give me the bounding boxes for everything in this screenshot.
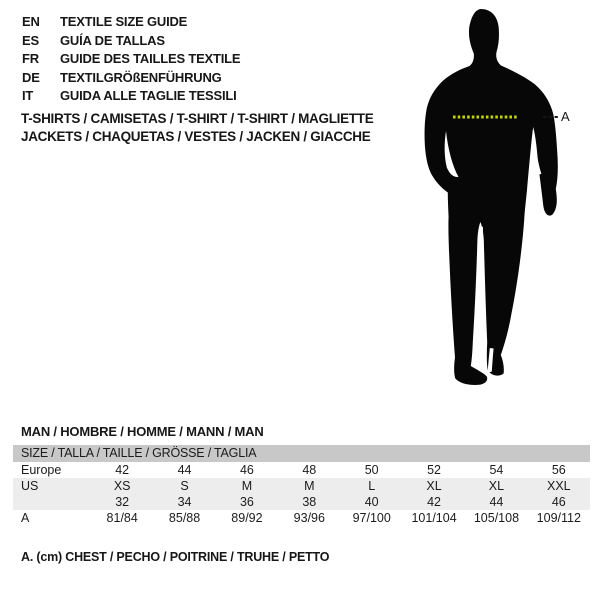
table-cell: 85/88: [168, 511, 201, 525]
table-cell: M: [241, 479, 253, 493]
measure-label-a: A: [561, 109, 570, 124]
table-cell: 93/96: [293, 511, 325, 525]
table-row-europe: [13, 462, 590, 478]
table-cell: 46: [551, 495, 566, 509]
language-legend: [22, 13, 240, 106]
man-silhouette: [420, 0, 600, 410]
table-cell: 109/112: [536, 511, 581, 525]
size-table-header: SIZE / TALLA / TAILLE / GRÖSSE / TAGLIA: [13, 445, 590, 462]
size-table: [13, 445, 590, 526]
table-cell: 56: [551, 463, 566, 477]
table-cell: M: [304, 479, 315, 493]
table-row-us-letters: [13, 478, 590, 494]
table-cell: 42: [427, 495, 442, 509]
language-code: DE: [22, 69, 40, 85]
table-cell: 38: [302, 495, 317, 509]
table-cell: 105/108: [473, 511, 520, 525]
row-label: Europe: [21, 463, 62, 477]
table-cell: 36: [239, 495, 254, 509]
table-cell: L: [368, 479, 376, 493]
category-jackets: JACKETS / CHAQUETAS / VESTES / JACKEN / GIACCHE: [21, 129, 371, 144]
measurement-figure: [420, 0, 600, 410]
language-title: TEXTILE SIZE GUIDE: [60, 14, 188, 29]
table-cell: 50: [364, 463, 379, 477]
table-cell: 52: [427, 463, 442, 477]
garment-categories: [21, 110, 373, 146]
language-title: GUIDE DES TAILLES TEXTILE: [60, 51, 241, 66]
category-tshirts: T-SHIRTS / CAMISETAS / T-SHIRT / T-SHIRT / MAGLIETTE: [21, 111, 374, 126]
man-silhouette-body: [425, 9, 558, 385]
language-row-it: [22, 87, 240, 106]
section-title-man: MAN / HOMBRE / HOMME / MANN / MAN: [21, 424, 264, 439]
row-label: US: [21, 479, 39, 493]
language-title: TEXTILGRÖßENFÜHRUNG: [60, 69, 222, 85]
table-cell: 48: [302, 463, 317, 477]
table-cell: 34: [177, 495, 192, 509]
table-cell: 97/100: [352, 511, 391, 525]
table-cell: 81/84: [106, 511, 138, 525]
table-cell: 101/104: [411, 511, 457, 525]
table-cell: XXL: [546, 479, 571, 493]
language-code: ES: [22, 32, 39, 48]
language-row-de: [22, 69, 240, 88]
row-label: [13, 494, 91, 510]
table-cell: XL: [426, 479, 442, 493]
table-cell: 42: [115, 463, 130, 477]
table-cell: 44: [177, 463, 192, 477]
table-row-chest-a: [13, 510, 590, 526]
table-cell: XL: [488, 479, 505, 493]
table-cell: 46: [239, 463, 254, 477]
measurement-footnote: A. (cm) CHEST / PECHO / POITRINE / TRUHE / PETTO: [21, 550, 330, 564]
language-title: GUÍA DE TALLAS: [60, 32, 165, 48]
language-row-fr: [22, 50, 240, 69]
table-cell: XS: [113, 479, 131, 493]
table-cell: S: [180, 479, 189, 493]
language-code: FR: [22, 51, 39, 66]
row-label: A: [21, 511, 30, 525]
table-cell: 40: [364, 495, 379, 509]
language-row-en: [22, 13, 240, 32]
language-code: IT: [22, 88, 34, 103]
language-code: EN: [22, 14, 40, 29]
table-cell: 89/92: [231, 511, 263, 525]
table-cell: 54: [489, 463, 504, 477]
language-row-es: [22, 32, 240, 51]
table-cell: 44: [489, 495, 504, 509]
table-cell: 32: [115, 495, 130, 509]
language-title: GUIDA ALLE TAGLIE TESSILI: [60, 88, 237, 103]
table-row-us-numbers: [13, 494, 590, 510]
